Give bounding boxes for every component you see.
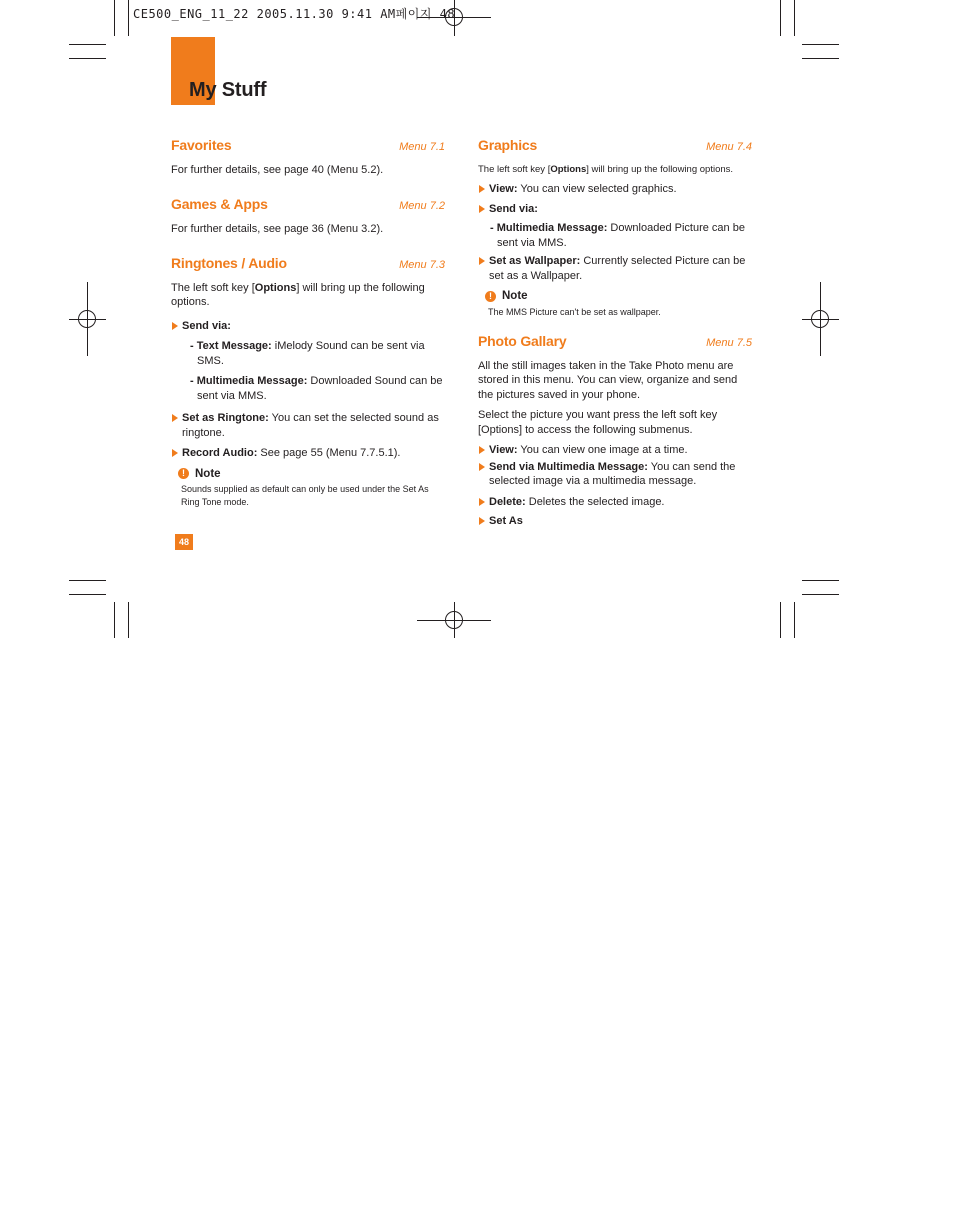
intro-text: ] will bring up the following options. [586, 163, 734, 175]
sub-multimedia-message [478, 221, 752, 250]
print-header: CE500_ENG_11_22 2005.11.30 9:41 AM페이지 48 [133, 7, 456, 21]
warning-icon: ! [178, 468, 189, 479]
section-games-apps [171, 197, 445, 236]
note-text: The MMS Picture can't be set as wallpaper. [488, 306, 661, 317]
section-title: Games & Apps [171, 196, 268, 212]
warning-icon: ! [485, 291, 496, 302]
intro-text: ] will bring up the following options. [171, 281, 425, 308]
bullet-record-audio [171, 446, 445, 461]
section-title: Photo Gallary [478, 333, 567, 349]
bullet-text: You can view one image at a time. [517, 444, 688, 456]
section-paragraph: All the still images taken in the Take Photo menu are stored in this menu. You can view, organize and send the pictures saved in your phone. [478, 359, 738, 401]
bullet-delete [478, 495, 752, 510]
note-box [478, 289, 752, 318]
sub-text: iMelody Sound can be sent via SMS. [197, 340, 425, 367]
sub-label: - Multimedia Message: [490, 222, 608, 234]
menu-number: Menu 7.1 [399, 141, 445, 153]
bullet-send-mms [478, 460, 752, 489]
intro-text: The left soft key [ [171, 281, 255, 294]
bullet-label: Set As [489, 515, 523, 527]
bullet-send-via [171, 319, 445, 334]
section-ringtones-audio [171, 256, 445, 508]
sub-text: Downloaded Picture can be sent via MMS. [497, 222, 745, 249]
bullet-view [478, 443, 752, 458]
menu-number: Menu 7.5 [706, 337, 752, 349]
bullet-text: Deletes the selected image. [525, 495, 665, 508]
bullet-label: View: [489, 183, 518, 195]
bullet-text: You can send the selected image via a multimedia message. [489, 460, 736, 487]
section-title: Favorites [171, 137, 232, 153]
section-intro [171, 281, 445, 310]
left-column [171, 138, 445, 524]
menu-number: Menu 7.4 [706, 141, 752, 153]
menu-number: Menu 7.3 [399, 259, 445, 271]
bullet-view [478, 182, 752, 197]
sub-label: - Text Message: [190, 340, 272, 352]
menu-number: Menu 7.2 [399, 200, 445, 212]
section-title: Graphics [478, 137, 538, 153]
note-title: Note [502, 290, 528, 302]
sub-multimedia-message [171, 374, 445, 403]
sub-text-message [171, 339, 445, 368]
bullet-text: You can set the selected sound as ringtone. [182, 412, 439, 439]
sub-label: - Multimedia Message: [190, 375, 308, 387]
section-paragraph: Select the picture you want press the left soft key [Options] to access the following submenus. [478, 409, 718, 436]
bullet-label: Record Audio: [182, 447, 258, 459]
section-text: For further details, see page 40 (Menu 5.2). [171, 163, 384, 176]
bullet-set-as [478, 514, 752, 529]
note-title: Note [195, 467, 221, 480]
bullet-set-ringtone [171, 411, 445, 440]
bullet-label: Set as Ringtone: [182, 412, 269, 424]
page-title: My Stuff [189, 79, 267, 101]
note-box [171, 467, 445, 509]
page-number: 48 [175, 534, 193, 550]
bullet-label: Send via: [182, 319, 231, 332]
bullet-text: You can view selected graphics. [517, 183, 677, 195]
bullet-label: Send via Multimedia Message: [489, 460, 648, 473]
bullet-text: See page 55 (Menu 7.7.5.1). [257, 447, 401, 459]
right-column [478, 138, 752, 533]
section-favorites [171, 138, 445, 177]
bullet-label: View: [489, 444, 518, 456]
section-intro [478, 163, 752, 178]
options-key-label: Options [254, 281, 297, 294]
bullet-set-wallpaper [478, 254, 752, 283]
bullet-label: Delete: [489, 495, 526, 508]
sub-text: Downloaded Sound can be sent via MMS. [197, 375, 443, 402]
bullet-label: Send via: [489, 202, 538, 215]
intro-text: The left soft key [ [478, 163, 551, 175]
section-graphics [478, 138, 752, 318]
section-photo-gallary [478, 334, 752, 529]
bullet-text: Currently selected Picture can be set as a Wallpaper. [489, 255, 746, 282]
options-key-label: Options [550, 163, 587, 175]
section-text: For further details, see page 36 (Menu 3.2). [171, 222, 384, 235]
bullet-send-via [478, 202, 752, 217]
note-text: Sounds supplied as default can only be used under the Set As Ring Tone mode. [181, 484, 429, 507]
section-title: Ringtones / Audio [171, 255, 287, 271]
bullet-label: Set as Wallpaper: [489, 255, 581, 267]
